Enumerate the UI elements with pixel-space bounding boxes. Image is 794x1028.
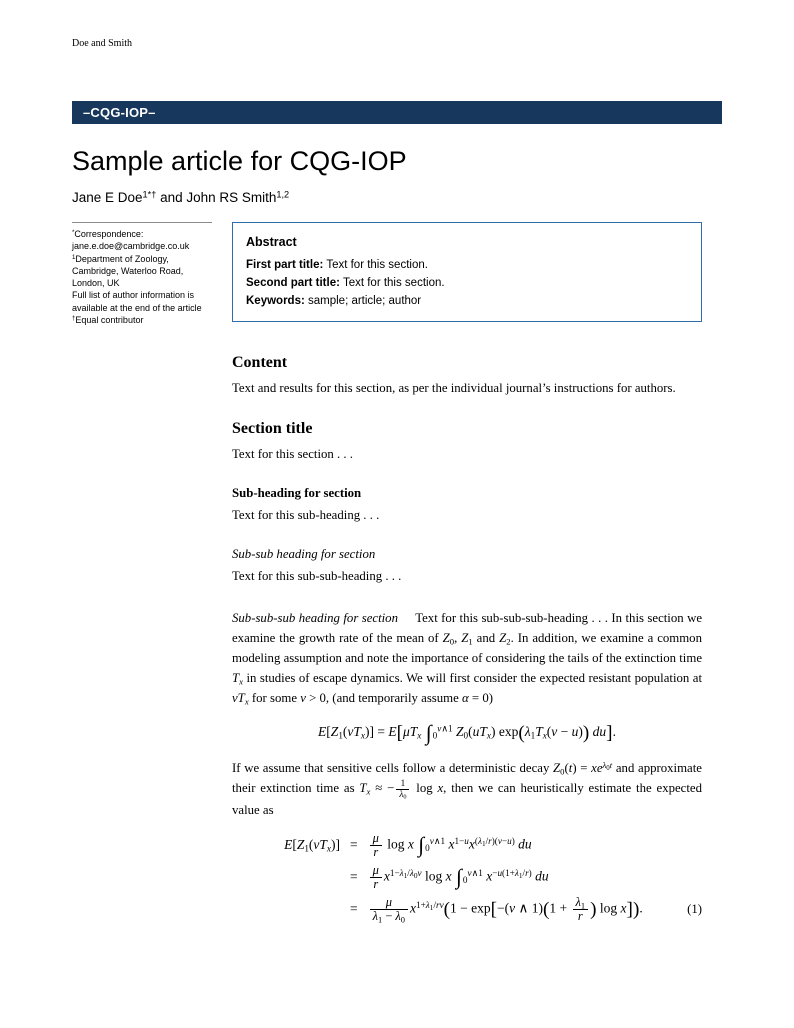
subsection-paragraph: Text for this sub-heading . . . [232, 508, 380, 523]
affiliation-line: London, UK [72, 278, 120, 289]
paragraph-after-equation: If we assume that sensitive cells follow a deterministic decay $Z_0(t) = xe^{\lambda_0t}$ and approximate their extinction time as $T_x$ ≈ − $\frac{1}{\lambda_0}$ log x, then we can heuristically estimate the expected value as [232, 760, 702, 817]
subsubsub-paragraph [232, 608, 702, 708]
author-info-line: Full list of author information is [72, 290, 195, 301]
abstract-item-text: sample; article; author [308, 295, 422, 307]
abstract-keywords [246, 292, 688, 310]
subsubsub-heading: Sub-sub-sub heading for section [232, 611, 398, 626]
subsubsub-text: Text for this sub-sub-sub-heading . . . In this section we examine the growth rate of the mean of $Z_0$, $Z_1$ and $Z_2$. In addition, we examine a common modeling assumption and note the importance of considering the tails of the extinction time $T_x$ in studies of escape dynamics. We will first consider the expected resistant population at $vT_x$ for some v > 0, (and temporarily assume α = 0) [232, 611, 703, 707]
aligned-equations [232, 832, 702, 923]
equation-rhs: $\frac{\mu}{r}$ log x $\int_0^{v\wedge 1}$ $x^{1-u}x^{(\lambda_1/r)(v-u)}$ du [368, 832, 668, 859]
running-head: Doe and Smith [72, 38, 132, 49]
section-paragraph: Text and results for this section, as per the individual journal’s instructions for authors. [232, 381, 676, 396]
abstract-item-label: First part title: [246, 259, 324, 271]
affiliation-line: $^1$Department of Zoology, [72, 253, 169, 264]
section-paragraph: Text for this section . . . [232, 447, 354, 462]
equation-rhs: $\frac{\mu}{\lambda_1 - \lambda_0}$ $x^{1+\lambda_1/rv}(1 - \exp[-(v$ ∧ 1)(1 + $\frac{\lambda_1}{r}$ ) log x]). [368, 896, 668, 923]
subsection-heading: Sub-heading for section [232, 486, 362, 501]
section-heading-title: Section title [232, 420, 313, 438]
journal-banner [72, 101, 722, 124]
correspondence-email: jane.e.doe@cambridge.co.uk [72, 241, 190, 252]
equals-sign: = [350, 837, 358, 853]
correspondence-label: *Correspondence: [72, 228, 144, 239]
subsubsection-paragraph: Text for this sub-sub-heading . . . [232, 569, 402, 584]
equals-sign: = [350, 901, 358, 917]
equation-rhs: $\frac{\mu}{r}$ $x^{1-\lambda_1/\lambda_0v}$ log x $\int_0^{v\wedge 1}$ $x^{-u(1+\lambda_1/r)}$ du [368, 864, 668, 891]
article-body [232, 354, 703, 925]
author-info-line: available at the end of the article [72, 302, 202, 313]
author-names: Jane E Doe$^{1*\dagger}$ and John RS Smith$^{1,2}$ [72, 189, 290, 205]
equation-row [232, 864, 702, 891]
article-title: Sample article for CQG-IOP [72, 146, 407, 176]
abstract-title: Abstract [246, 235, 297, 249]
display-equation: $E[Z_1(vT_x)] = E[\mu T_x$ $\int_0^{v\wedge 1}$ $Z_0(uT_x) \exp(\lambda_1T_x(v - u))$ du]. [318, 721, 616, 746]
section-heading-content: Content [232, 354, 288, 372]
abstract-item-text: Text for this section. [326, 259, 428, 271]
equation-number: (1) [687, 901, 702, 916]
equation-row [232, 832, 702, 859]
abstract-item-label: Second part title: [246, 277, 340, 289]
author-info-note [72, 222, 212, 326]
abstract-item-label: Keywords: [246, 295, 305, 307]
journal-banner-label: –CQG-IOP– [83, 105, 156, 120]
abstract-item-text: Text for this section. [342, 277, 445, 289]
subsubsection-heading: Sub-sub heading for section [232, 547, 376, 562]
equation-lhs: $E[Z_1(vT_x)]$ [284, 837, 340, 854]
front-matter-columns [72, 222, 722, 326]
affiliation-line: Cambridge, Waterloo Road, [72, 265, 184, 276]
abstract-item [246, 274, 688, 292]
equal-contributor-note: †Equal contributor [72, 315, 144, 326]
equals-sign: = [350, 869, 358, 885]
equation-row [232, 896, 702, 923]
abstract-item [246, 256, 688, 274]
abstract-box [232, 222, 702, 322]
